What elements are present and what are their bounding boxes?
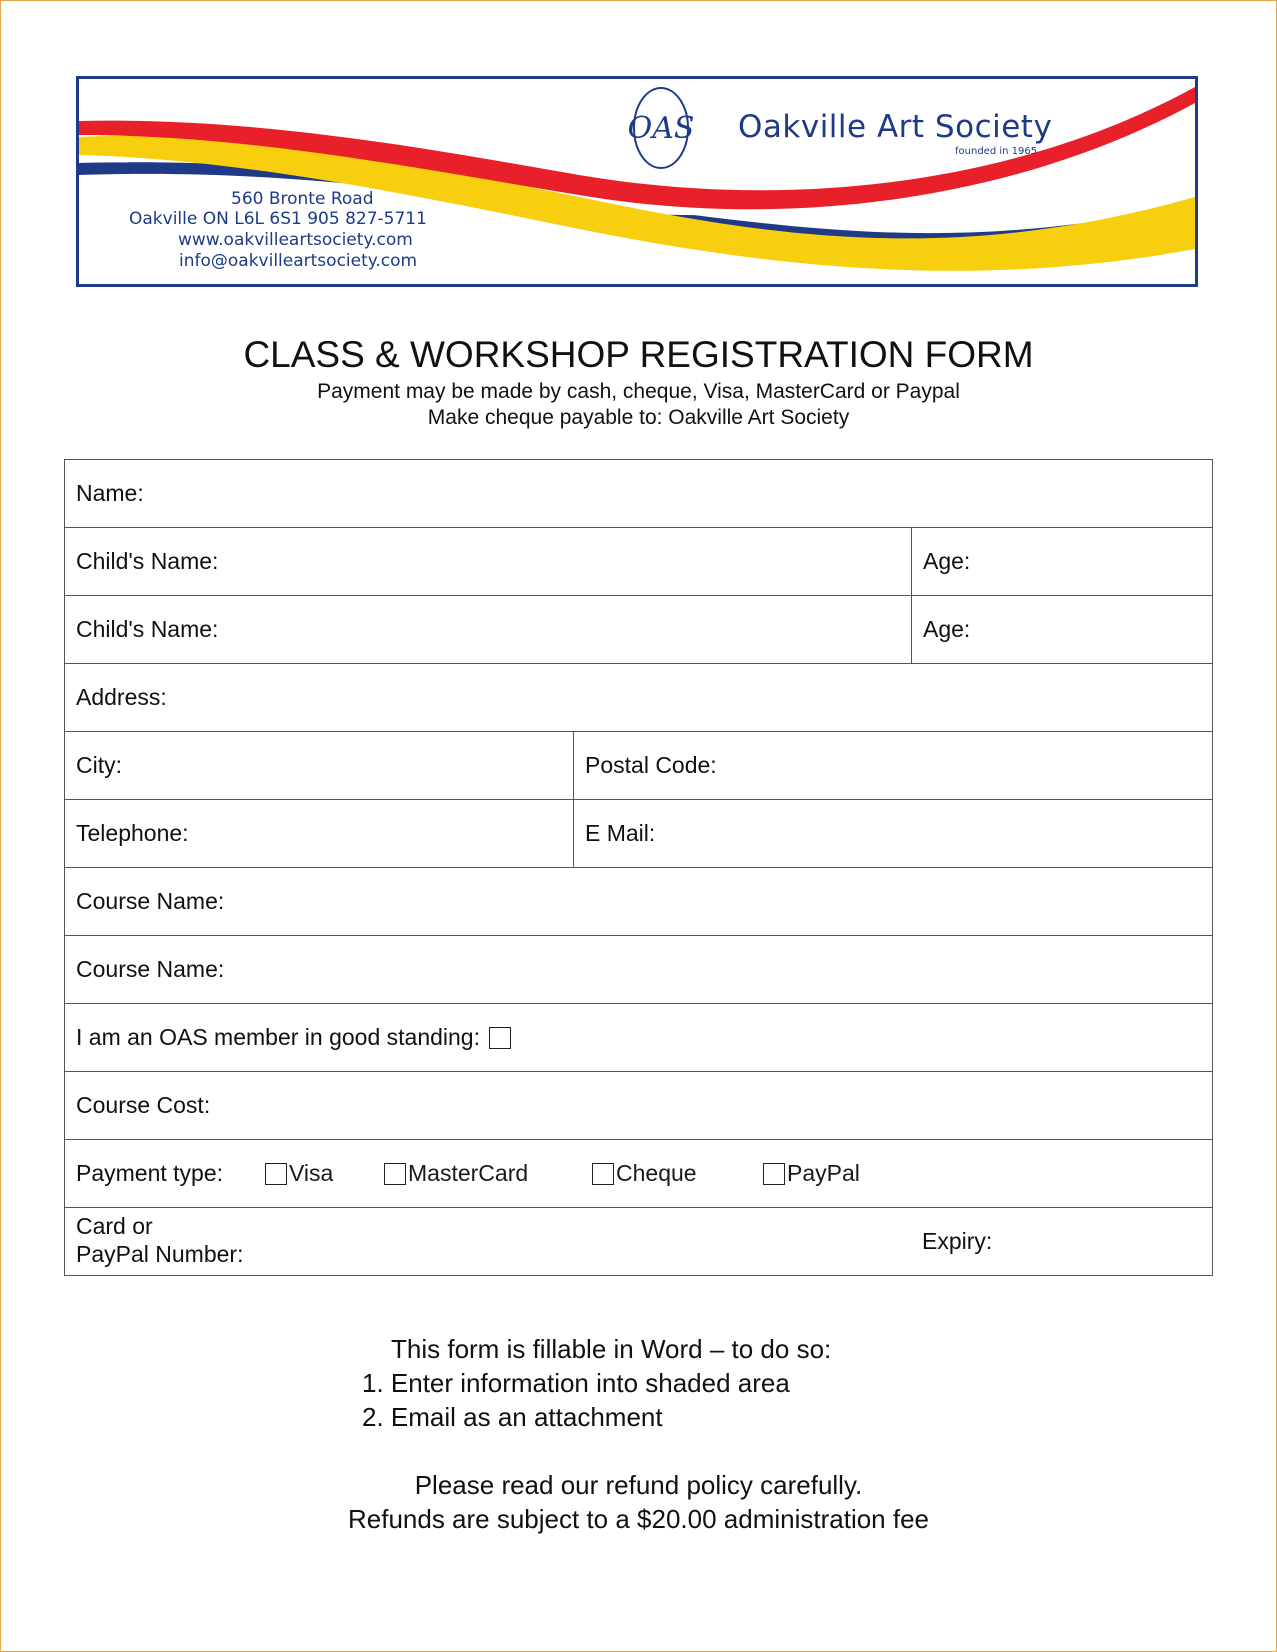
row-child-2 <box>65 596 1212 664</box>
child-name-label: Child's Name: <box>76 548 219 574</box>
form-title: CLASS & WORKSHOP REGISTRATION FORM <box>243 334 1034 375</box>
course-name-field-1[interactable] <box>65 868 1212 935</box>
email-field[interactable] <box>573 800 1212 867</box>
row-name <box>65 460 1212 528</box>
child-name-field-1[interactable] <box>65 528 911 595</box>
name-field[interactable] <box>65 460 1212 527</box>
row-card-number <box>65 1208 1212 1276</box>
member-label: I am an OAS member in good standing: <box>76 1024 480 1050</box>
mastercard-checkbox[interactable] <box>384 1163 406 1185</box>
payment-option-cheque[interactable] <box>592 1140 697 1207</box>
visa-checkbox[interactable] <box>265 1163 287 1185</box>
member-field <box>65 1004 1212 1071</box>
email-label: E Mail: <box>585 820 656 846</box>
instruction-step-1: 1. Enter information into shaded area <box>362 1368 790 1398</box>
row-member <box>65 1004 1212 1072</box>
course-cost-field[interactable] <box>65 1072 1212 1139</box>
course-name-field-2[interactable] <box>65 936 1212 1003</box>
card-number-field[interactable] <box>65 1208 911 1275</box>
name-label: Name: <box>76 480 144 506</box>
svg-text:OAS: OAS <box>627 111 695 146</box>
payment-note: Payment may be made by cash, cheque, Visa, MasterCard or Paypal <box>317 380 960 403</box>
row-telephone <box>65 800 1212 868</box>
member-checkbox[interactable] <box>489 1027 511 1049</box>
header-banner <box>76 76 1198 287</box>
course-name-label: Course Name: <box>76 956 225 982</box>
child-name-field-2[interactable] <box>65 596 911 663</box>
website-link[interactable]: www.oakvilleartsociety.com <box>178 230 413 250</box>
cheque-note: Make cheque payable to: Oakville Art Society <box>427 406 850 429</box>
paypal-checkbox[interactable] <box>763 1163 785 1185</box>
fillable-note: This form is fillable in Word – to do so: <box>391 1334 832 1364</box>
email-link[interactable]: info@oakvilleartsociety.com <box>179 251 418 271</box>
city-field[interactable] <box>65 732 573 799</box>
card-number-label <box>76 1208 243 1268</box>
course-name-label: Course Name: <box>76 888 225 914</box>
row-child-1 <box>65 528 1212 596</box>
cheque-checkbox[interactable] <box>592 1163 614 1185</box>
visa-label: Visa <box>289 1160 334 1186</box>
payment-option-paypal[interactable] <box>763 1140 860 1207</box>
expiry-field[interactable] <box>911 1208 1212 1275</box>
address-label: Address: <box>76 684 167 710</box>
row-course-2 <box>65 936 1212 1004</box>
payment-type-text: Payment type: <box>76 1160 224 1186</box>
row-address <box>65 664 1212 732</box>
postal-code-label: Postal Code: <box>585 752 717 778</box>
card-label-line2: PayPal Number: <box>76 1241 244 1267</box>
org-name: Oakville Art Society <box>738 109 1053 145</box>
telephone-label: Telephone: <box>76 820 189 846</box>
age-label: Age: <box>923 616 971 642</box>
city-label: City: <box>76 752 122 778</box>
address-line: 560 Bronte Road <box>231 189 374 209</box>
paypal-label: PayPal <box>787 1160 860 1186</box>
age-field-2[interactable] <box>911 596 1212 663</box>
mastercard-label: MasterCard <box>408 1160 529 1186</box>
row-city <box>65 732 1212 800</box>
cheque-label: Cheque <box>616 1160 697 1186</box>
instruction-step-2: 2. Email as an attachment <box>362 1402 663 1432</box>
city-phone-line: Oakville ON L6L 6S1 905 827-5711 <box>129 209 427 229</box>
refund-fee-note: Refunds are subject to a $20.00 administration fee <box>347 1504 930 1534</box>
payment-type-label <box>65 1140 255 1207</box>
oas-logo-icon <box>627 86 695 170</box>
age-label: Age: <box>923 548 971 574</box>
registration-form <box>64 459 1213 1276</box>
card-label-line1: Card or <box>76 1213 153 1239</box>
row-course-1 <box>65 868 1212 936</box>
address-field[interactable] <box>65 664 1212 731</box>
row-course-cost <box>65 1072 1212 1140</box>
row-payment-type <box>65 1140 1212 1208</box>
expiry-label: Expiry: <box>922 1228 993 1254</box>
postal-code-field[interactable] <box>573 732 1212 799</box>
course-cost-label: Course Cost: <box>76 1092 211 1118</box>
payment-option-visa[interactable] <box>265 1140 333 1207</box>
age-field-1[interactable] <box>911 528 1212 595</box>
refund-note: Please read our refund policy carefully. <box>414 1470 863 1500</box>
telephone-field[interactable] <box>65 800 573 867</box>
org-founded: founded in 1965 <box>955 146 1038 157</box>
child-name-label: Child's Name: <box>76 616 219 642</box>
payment-option-mastercard[interactable] <box>384 1140 528 1207</box>
